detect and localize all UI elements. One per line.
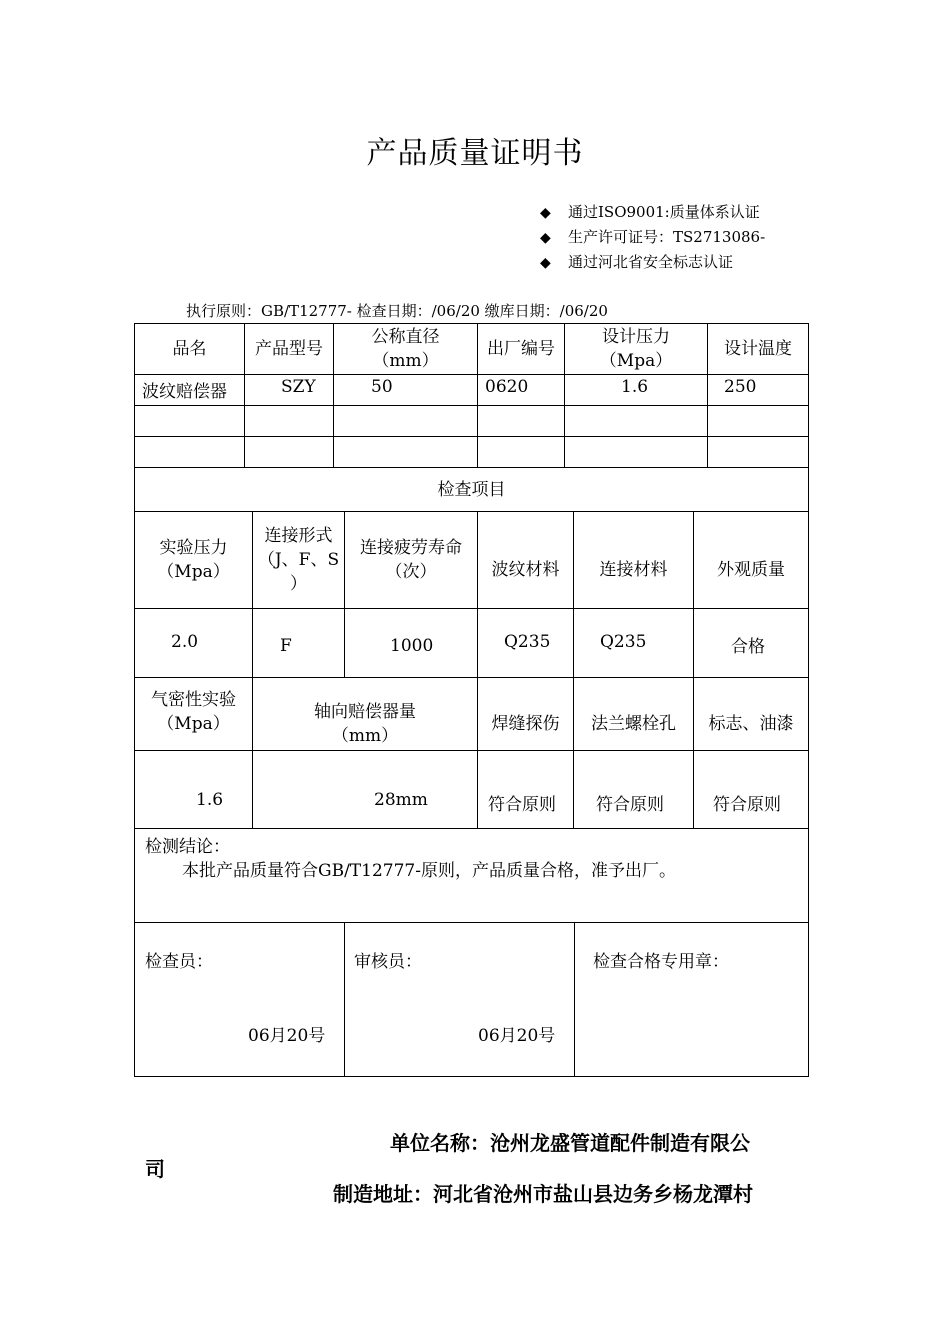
inspection-items-title: 检查项目 bbox=[437, 479, 506, 500]
diamond-icon: ◆ bbox=[540, 255, 551, 271]
cell-airtightness-value: 1.6 bbox=[196, 790, 224, 810]
inspector-date: 06月20号 bbox=[248, 1026, 326, 1046]
cell-marking-paint-result: 符合原则 bbox=[713, 795, 781, 815]
cell-bellows-material: Q235 bbox=[504, 632, 551, 652]
page-title: 产品质量证明书 bbox=[366, 136, 584, 171]
reviewer-date: 06月20号 bbox=[478, 1026, 556, 1046]
certification-item bbox=[540, 201, 760, 222]
conclusion-label: 检测结论： bbox=[145, 837, 230, 857]
diamond-icon: ◆ bbox=[540, 230, 551, 246]
header-serial-number: 出厂编号 bbox=[487, 339, 555, 359]
cell-model: SZY bbox=[281, 377, 316, 397]
header-test-pressure: 实验压力 （Mpa） bbox=[157, 538, 230, 582]
cell-connection-type: F bbox=[280, 636, 292, 656]
header-marking-paint: 标志、油漆 bbox=[708, 714, 794, 734]
cell-design-temperature: 250 bbox=[724, 377, 757, 397]
cell-serial-number: 0620 bbox=[485, 377, 529, 397]
cell-weld-inspection-result: 符合原则 bbox=[488, 795, 556, 815]
header-connection-type: 连接形式 （J、F、S ） bbox=[257, 526, 340, 594]
diamond-icon: ◆ bbox=[540, 205, 551, 221]
certification-text: 通过河北省安全标志认证 bbox=[568, 253, 734, 271]
cell-design-pressure: 1.6 bbox=[621, 377, 649, 397]
conclusion-text: 本批产品质量符合GB/T12777-原则，产品质量合格，准予出厂。 bbox=[182, 861, 676, 881]
certification-item bbox=[540, 251, 733, 272]
header-flange-bolt-holes: 法兰螺栓孔 bbox=[591, 714, 676, 734]
certification-item bbox=[540, 226, 765, 247]
certification-text: 通过ISO9001:质量体系认证 bbox=[568, 203, 760, 221]
company-name-line2: 司 bbox=[145, 1157, 165, 1181]
certification-text: 生产许可证号：TS2713086- bbox=[568, 228, 766, 246]
inspector-label: 检查员： bbox=[145, 952, 213, 972]
cell-flange-bolt-result: 符合原则 bbox=[596, 795, 664, 815]
header-axial-compensation: 轴向赔偿器量 （mm） bbox=[314, 702, 416, 746]
execution-standard-line: 执行原则：GB/T12777- 检查日期：/06/20 缴库日期：/06/20 bbox=[186, 302, 608, 320]
cell-fatigue-life: 1000 bbox=[390, 636, 434, 656]
header-nominal-diameter: 公称直径 （mm） bbox=[371, 327, 440, 371]
header-model: 产品型号 bbox=[255, 339, 323, 359]
company-name-line1: 单位名称：沧州龙盛管道配件制造有限公 bbox=[390, 1131, 750, 1155]
reviewer-label: 审核员： bbox=[354, 952, 422, 972]
manufacturing-address: 制造地址：河北省沧州市盐山县边务乡杨龙潭村 bbox=[333, 1182, 753, 1206]
header-design-pressure: 设计压力 （Mpa） bbox=[599, 327, 673, 371]
cell-test-pressure: 2.0 bbox=[171, 632, 199, 652]
header-connection-material: 连接材料 bbox=[599, 560, 668, 580]
cell-appearance-quality: 合格 bbox=[731, 637, 765, 657]
cell-nominal-diameter: 50 bbox=[371, 377, 393, 397]
header-design-temperature: 设计温度 bbox=[724, 339, 792, 359]
header-weld-inspection: 焊缝探伤 bbox=[491, 714, 560, 734]
header-bellows-material: 波纹材料 bbox=[491, 560, 560, 580]
cell-axial-compensation-value: 28mm bbox=[374, 790, 428, 810]
header-product-name: 品名 bbox=[172, 339, 207, 359]
cell-product-name: 波纹赔偿器 bbox=[142, 382, 227, 402]
header-appearance-quality: 外观质量 bbox=[717, 560, 785, 580]
header-airtightness-test: 气密性实验 （Mpa） bbox=[151, 690, 236, 734]
header-fatigue-life: 连接疲劳寿命 （次） bbox=[360, 538, 462, 582]
seal-label: 检查合格专用章： bbox=[593, 952, 729, 972]
cell-connection-material: Q235 bbox=[600, 632, 647, 652]
